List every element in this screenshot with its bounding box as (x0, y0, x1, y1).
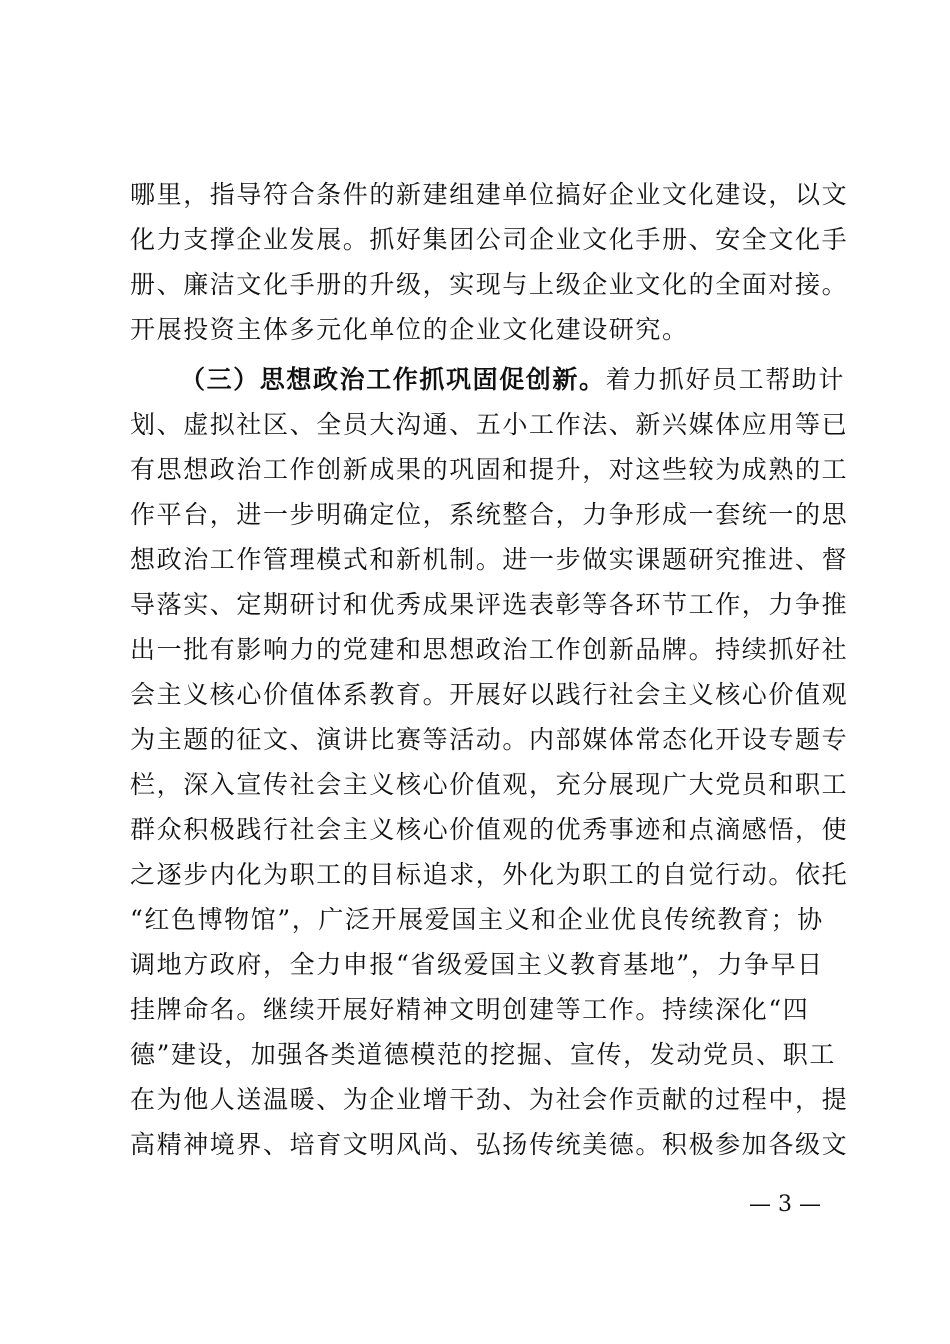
paragraph-line: 德”建设，加强各类道德模范的挖掘、宣传，发动党员、职工 (130, 1040, 836, 1069)
paragraph-line: 导落实、定期研讨和优秀成果评选表彰等各环节工作，力争推 (130, 590, 849, 619)
section-first-line-text: 着力抓好员工帮助计 (605, 365, 846, 394)
paragraph-line: 开展投资主体多元化单位的企业文化建设研究。 (130, 315, 689, 344)
paragraph-line: 为主题的征文、演讲比赛等活动。内部媒体常态化开设专题专 (130, 725, 849, 754)
paragraph-line: 化力支撑企业发展。抓好集团公司企业文化手册、安全文化手 (130, 225, 849, 254)
paragraph-line: 会主义核心价值体系教育。开展好以践行社会主义核心价值观 (130, 680, 849, 709)
paragraph-line: 之逐步内化为职工的目标追求，外化为职工的自觉行动。依托 (130, 860, 849, 889)
paragraph-line: 想政治工作管理模式和新机制。进一步做实课题研究推进、督 (130, 545, 849, 574)
paragraph-line: 划、虚拟社区、全员大沟通、五小工作法、新兴媒体应用等已 (130, 410, 849, 439)
paragraph-line: 挂牌命名。继续开展好精神文明创建等工作。持续深化“四 (130, 995, 810, 1024)
section-heading: （三）思想政治工作抓巩固促创新。 (180, 365, 606, 394)
paragraph-line: “红色博物馆”，广泛开展爱国主义和企业优良传统教育；协 (130, 905, 824, 934)
paragraph-line: 栏，深入宣传社会主义核心价值观，充分展现广大党员和职工 (130, 770, 849, 799)
paragraph-line: 册、廉洁文化手册的升级，实现与上级企业文化的全面对接。 (130, 270, 849, 299)
paragraph-line: 群众积极践行社会主义核心价值观的优秀事迹和点滴感悟，使 (130, 815, 849, 844)
paragraph-line: 调地方政府，全力申报“省级爱国主义教育基地”，力争早日 (130, 950, 824, 979)
paragraph-line: 出一批有影响力的党建和思想政治工作创新品牌。持续抓好社 (130, 635, 849, 664)
paragraph-line: 高精神境界、培育文明风尚、弘扬传统美德。积极参加各级文 (130, 1130, 849, 1159)
paragraph-line: 哪里，指导符合条件的新建组建单位搞好企业文化建设，以文 (130, 180, 849, 209)
paragraph-line: 在为他人送温暖、为企业增干劲、为社会作贡献的过程中，提 (130, 1085, 849, 1114)
paragraph-line: 有思想政治工作创新成果的巩固和提升，对这些较为成熟的工 (130, 455, 849, 484)
section-heading-line (180, 365, 846, 395)
page-number: — 3 — (749, 1192, 821, 1217)
paragraph-line: 作平台，进一步明确定位，系统整合，力争形成一套统一的思 (130, 500, 849, 529)
